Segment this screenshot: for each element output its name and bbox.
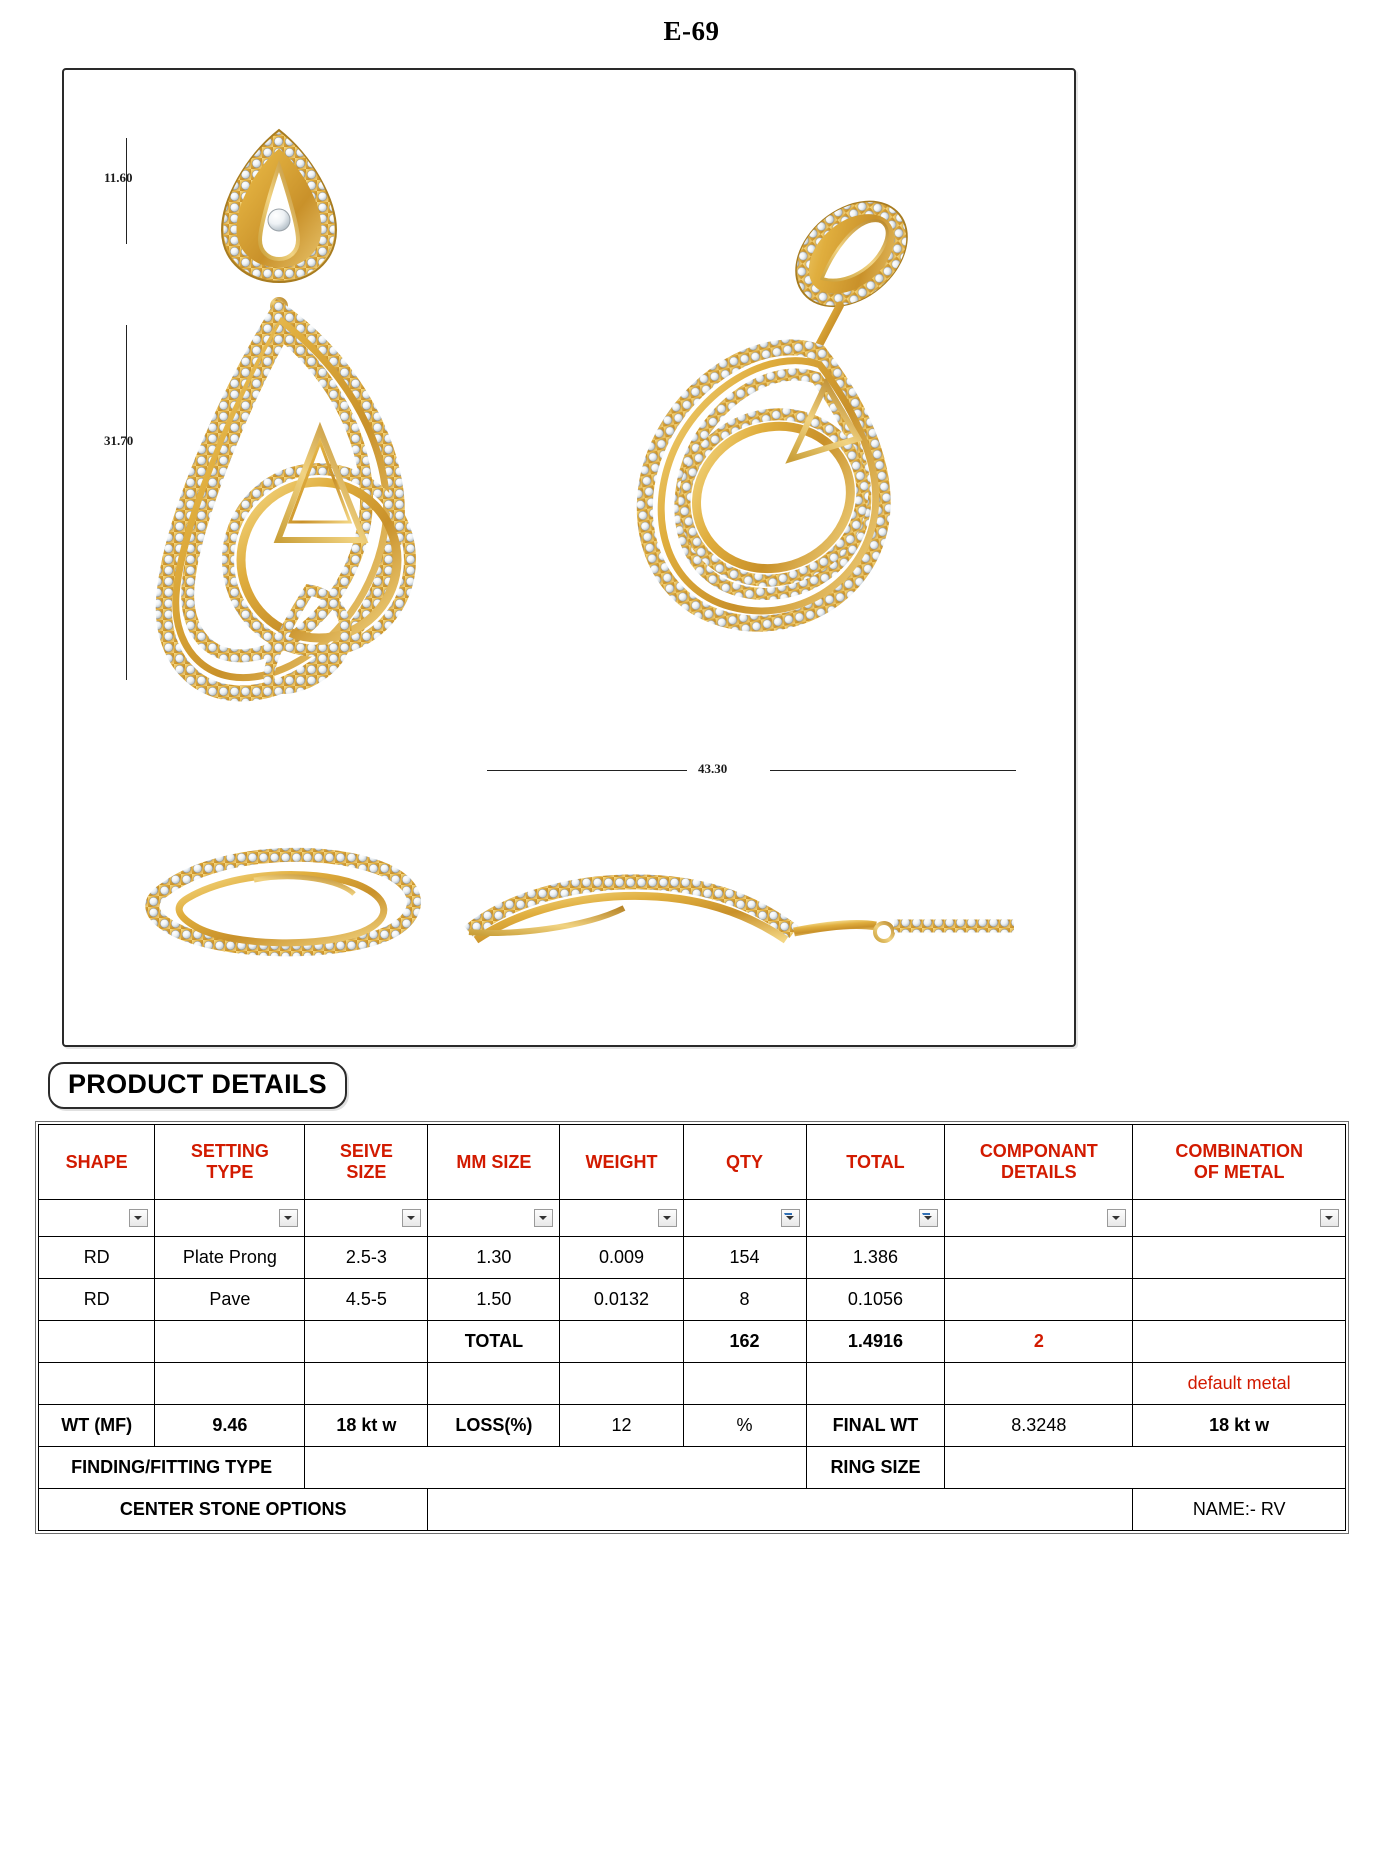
metal-karat: 18 kt w [305,1405,428,1447]
total-blank-shape [39,1321,155,1363]
cell-seive-size: 4.5-5 [305,1279,428,1321]
filter-cell-seive-size[interactable] [305,1200,428,1237]
header-combination-line2: OF METAL [1193,1162,1285,1182]
filter-cell-setting-type[interactable] [155,1200,305,1237]
product-details-table [38,1124,1346,1531]
center-stone-value[interactable] [428,1489,1133,1531]
filter-cell-component-details[interactable] [945,1200,1133,1237]
filter-cell-weight[interactable] [560,1200,683,1237]
total-blank-weight [560,1321,683,1363]
header-weight-line1: WEIGHT [585,1151,658,1172]
cell-seive-size: 2.5-3 [305,1237,428,1279]
filter-dropdown-icon[interactable] [534,1209,553,1227]
finding-fitting-value[interactable] [305,1447,806,1489]
finding-fitting-label: FINDING/FITTING TYPE [39,1447,305,1489]
product-image-frame [62,68,1076,1047]
cell-mm-size: 1.50 [428,1279,560,1321]
header-component-details-line1: COMPONANT [979,1141,1098,1162]
cell-component-details [945,1279,1133,1321]
page-title: E-69 [663,16,720,46]
cell-shape: RD [39,1237,155,1279]
filter-dropdown-icon[interactable] [402,1209,421,1227]
filter-cell-combination[interactable] [1133,1200,1346,1237]
table-row [39,1279,1346,1321]
header-total-line1: TOTAL [846,1151,905,1172]
percent-symbol: % [683,1405,806,1447]
header-setting-type [155,1125,305,1200]
cell-component-details [945,1237,1133,1279]
dm-blank-5 [560,1363,683,1405]
filter-cell-shape[interactable] [39,1200,155,1237]
header-weight [560,1125,683,1200]
filter-dropdown-icon[interactable] [658,1209,677,1227]
dm-blank-3 [305,1363,428,1405]
dm-blank-6 [683,1363,806,1405]
dimension-label-43-30: 43.30 [698,761,728,776]
filter-cell-qty[interactable] [683,1200,806,1237]
table-row [39,1237,1346,1279]
side-view-small [152,855,414,1030]
dimension-label-31-70: 31.70 [104,433,134,448]
cell-mm-size: 1.30 [428,1237,560,1279]
header-component-details-line2: DETAILS [1000,1162,1077,1182]
final-wt-label: FINAL WT [806,1405,945,1447]
dimension-line-width-left [487,770,687,771]
cell-setting-type: Plate Prong [155,1237,305,1279]
finding-fitting-row [39,1447,1346,1489]
filter-funnel-icon[interactable] [919,1209,938,1227]
cell-qty: 154 [683,1237,806,1279]
center-stone-row [39,1489,1346,1531]
header-qty-line1: QTY [726,1151,764,1172]
table-total-row [39,1321,1346,1363]
perspective-view-earring [585,172,997,645]
header-combination-of-metal [1133,1125,1346,1200]
header-seive-size-line2: SIZE [346,1162,387,1182]
total-total: 1.4916 [806,1321,945,1363]
cell-weight: 0.009 [560,1237,683,1279]
wt-mf-label: WT (MF) [39,1405,155,1447]
header-mm-size [428,1125,560,1200]
header-total [806,1125,945,1200]
cell-weight: 0.0132 [560,1279,683,1321]
header-component-details [945,1125,1133,1200]
cell-total: 0.1056 [806,1279,945,1321]
dm-blank-2 [155,1363,305,1405]
name-label: NAME:- RV [1133,1489,1346,1531]
dimension-line-width-right [770,770,1016,771]
total-blank-seive [305,1321,428,1363]
total-label: TOTAL [428,1321,560,1363]
final-wt-value: 8.3248 [945,1405,1133,1447]
loss-value: 12 [560,1405,683,1447]
total-qty: 162 [683,1321,806,1363]
total-combination [1133,1321,1346,1363]
summary-weight-row [39,1405,1346,1447]
header-setting-type-line1: SETTING [190,1141,269,1162]
product-details-badge [48,1062,347,1109]
dm-blank-8 [945,1363,1133,1405]
table-filter-row [39,1200,1346,1237]
filter-dropdown-icon[interactable] [129,1209,148,1227]
cell-combination-of-metal [1133,1237,1346,1279]
side-view-long [469,882,1014,1020]
header-qty [683,1125,806,1200]
filter-dropdown-icon[interactable] [1320,1209,1339,1227]
default-metal-row [39,1363,1346,1405]
jewelry-render-svg [64,70,1074,1045]
loss-label: LOSS(%) [428,1405,560,1447]
default-metal-note: default metal [1133,1363,1346,1405]
dm-blank-7 [806,1363,945,1405]
ring-size-label: RING SIZE [806,1447,945,1489]
dm-blank-1 [39,1363,155,1405]
header-mm-size-line1: MM SIZE [456,1151,532,1172]
header-seive-size-line1: SEIVE [339,1141,393,1162]
filter-dropdown-icon[interactable] [1107,1209,1126,1227]
render-canvas [64,70,1074,1045]
total-blank-setting [155,1321,305,1363]
filter-funnel-icon[interactable] [781,1209,800,1227]
header-shape [39,1125,155,1200]
front-view-earring [164,130,410,693]
final-metal: 18 kt w [1133,1405,1346,1447]
filter-cell-mm-size[interactable] [428,1200,560,1237]
filter-dropdown-icon[interactable] [279,1209,298,1227]
cell-setting-type: Pave [155,1279,305,1321]
ring-size-value[interactable] [945,1447,1346,1489]
header-combination-line1: COMBINATION [1175,1141,1303,1162]
dm-blank-4 [428,1363,560,1405]
total-component-details: 2 [945,1321,1133,1363]
cell-shape: RD [39,1279,155,1321]
table-header-row [39,1125,1346,1200]
product-details-label: PRODUCT DETAILS [68,1069,327,1099]
dimension-line-top [126,138,127,244]
cell-combination-of-metal [1133,1279,1346,1321]
header-seive-size [305,1125,428,1200]
wt-mf-value: 9.46 [155,1405,305,1447]
dimension-line-drop [126,325,127,680]
header-setting-type-line2: TYPE [206,1162,254,1182]
header-shape-line1: SHAPE [65,1151,128,1172]
dimension-label-11-60: 11.60 [104,170,133,185]
cell-qty: 8 [683,1279,806,1321]
filter-cell-total[interactable] [806,1200,945,1237]
center-stone-label: CENTER STONE OPTIONS [39,1489,428,1531]
product-details-table-wrap [38,1124,1346,1531]
cell-total: 1.386 [806,1237,945,1279]
